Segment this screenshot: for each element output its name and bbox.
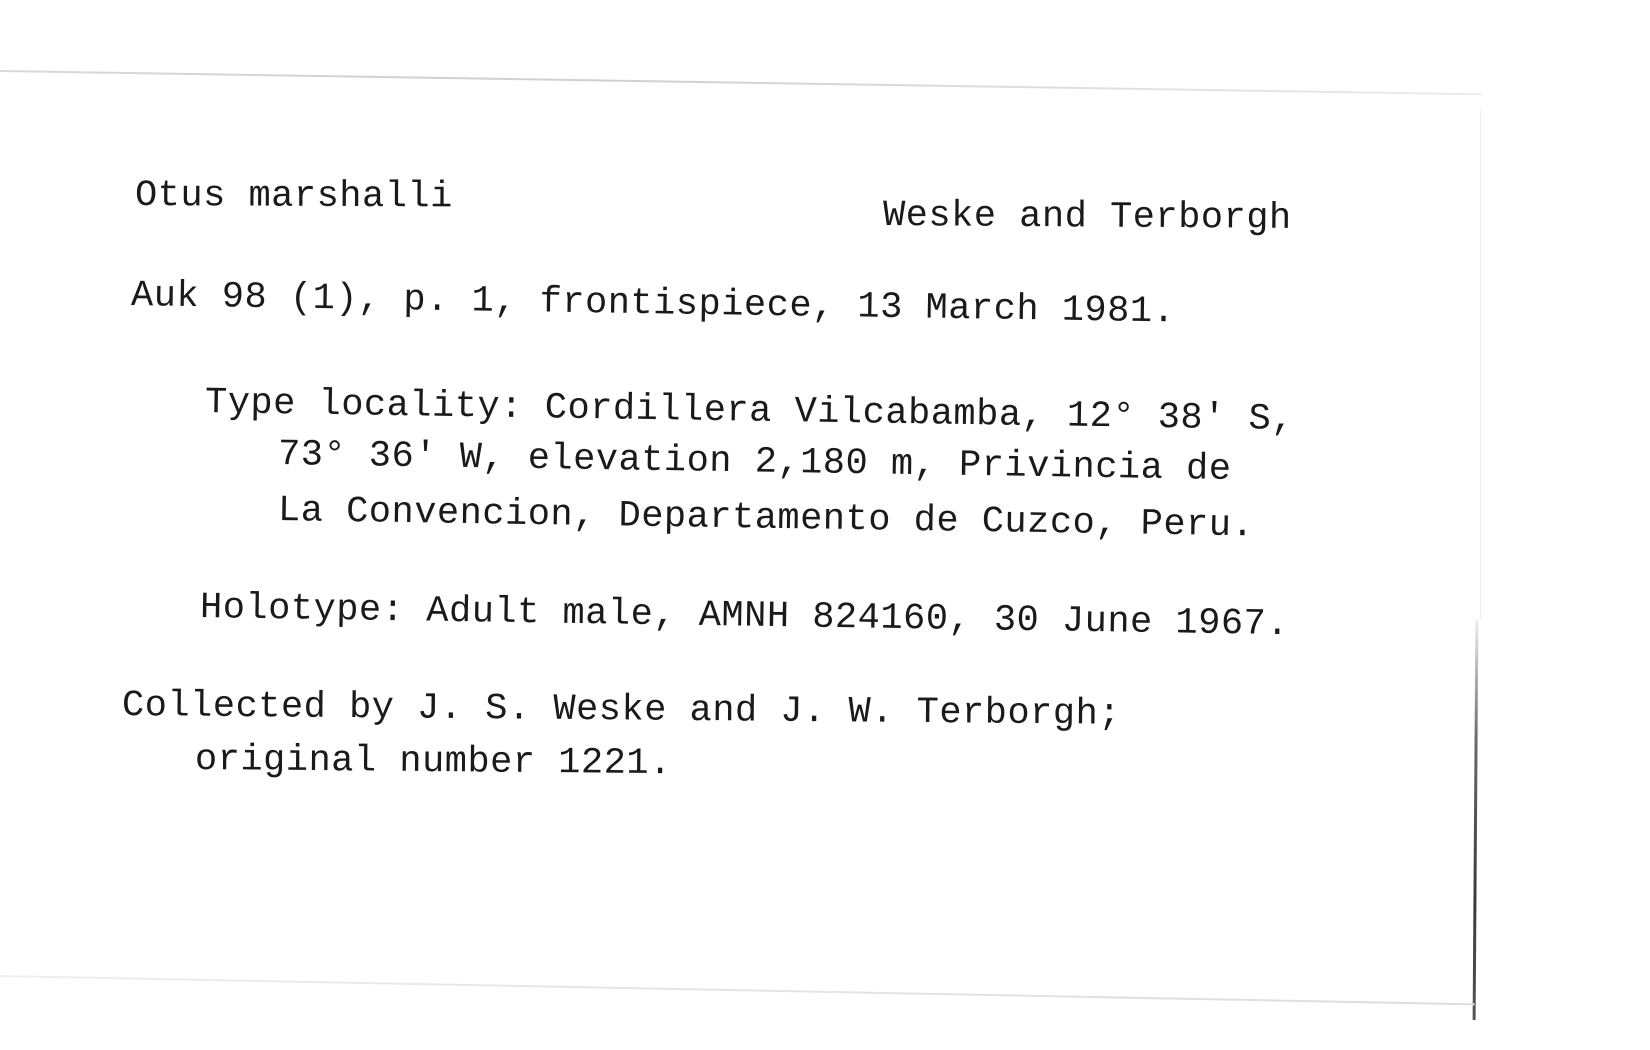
- type-locality-line-3: La Convencion, Departamento de Cuzco, Peru.: [277, 490, 1255, 548]
- species-authors: Weske and Terborgh: [882, 195, 1292, 240]
- species-name: Otus marshalli: [134, 175, 453, 219]
- collector-line-2: original number 1221.: [194, 739, 672, 786]
- type-locality-text-1: Cordillera Vilcabamba, 12° 38' S,: [544, 387, 1295, 442]
- card-right-edge-upper: [1480, 110, 1481, 620]
- publication-citation: Auk 98 (1), p. 1, frontispiece, 13 March 1981.: [130, 275, 1176, 334]
- holotype-text: Adult male, AMNH 824160, 30 June 1967.: [425, 590, 1290, 647]
- collector-line-1: Collected by J. S. Weske and J. W. Terborgh;: [121, 685, 1122, 736]
- type-locality-line-2: 73° 36' W, elevation 2,180 m, Privincia de: [277, 434, 1232, 491]
- holotype-label: Holotype:: [199, 587, 405, 633]
- type-locality-label: Type locality:: [204, 382, 524, 429]
